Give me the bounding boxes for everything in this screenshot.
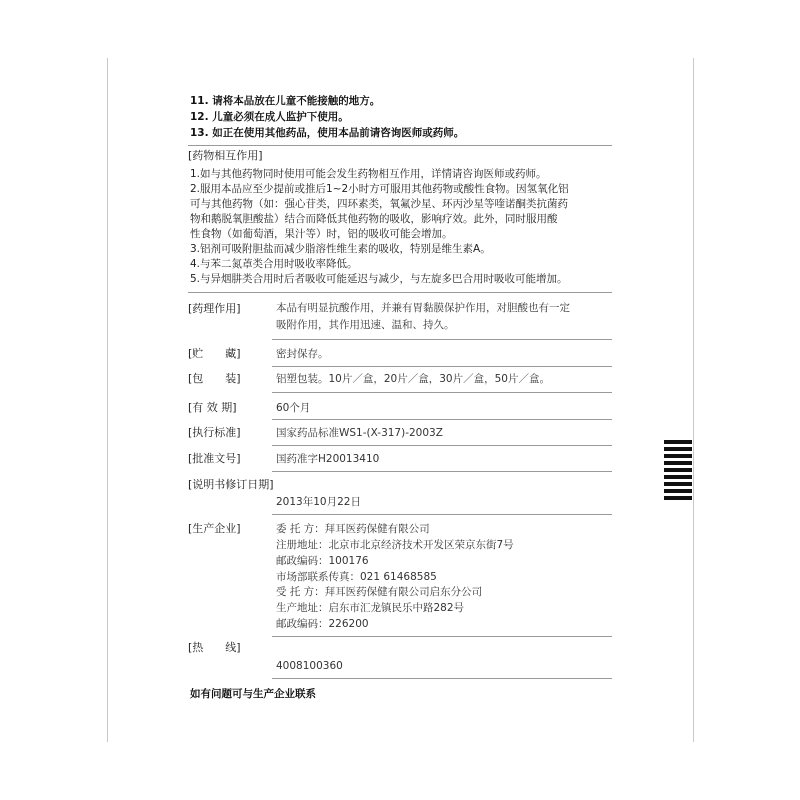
package-label: [包 装] <box>188 372 241 385</box>
divider <box>272 419 612 420</box>
warning-12: 12. 儿童必须在成人监护下使用。 <box>190 111 349 123</box>
hotline-value: 4008100360 <box>276 660 343 672</box>
storage-label: [贮 藏] <box>188 347 241 360</box>
expiry-label: [有 效 期] <box>188 401 237 414</box>
expiry-value: 60个月 <box>276 402 311 414</box>
divider <box>188 145 612 146</box>
manufacturer-line: 生产地址：启东市汇龙镇民乐中路282号 <box>276 602 465 614</box>
interaction-line: 物和鹅脱氧胆酸盐）结合而降低其他药物的吸收，影响疗效。此外，同时服用酸 <box>190 213 558 225</box>
manufacturer-line: 邮政编码：100176 <box>276 555 369 567</box>
standard-value: 国家药品标准WS1-(X-317)-2003Z <box>276 427 443 439</box>
divider <box>272 392 612 393</box>
divider <box>272 514 612 515</box>
manufacturer-line: 委 托 方：拜耳医药保健有限公司 <box>276 523 430 535</box>
footer-note: 如有问题可与生产企业联系 <box>190 688 316 700</box>
interaction-line: 5.与异烟肼类合用时后者吸收可能延迟与减少，与左旋多巴合用时吸收可能增加。 <box>190 273 568 285</box>
divider <box>272 445 612 446</box>
registration-stripes <box>664 440 692 503</box>
pharmacology-label: [药理作用] <box>188 302 241 315</box>
divider <box>272 339 612 340</box>
divider <box>188 292 612 293</box>
manufacturer-line: 邮政编码：226200 <box>276 618 369 630</box>
interactions-heading: [药物相互作用] <box>188 149 263 162</box>
divider <box>272 471 612 472</box>
interaction-line: 3.铝剂可吸附胆盐而减少脂溶性维生素的吸收，特别是维生素A。 <box>190 243 491 255</box>
warning-11: 11. 请将本品放在儿童不能接触的地方。 <box>190 95 381 107</box>
divider <box>272 678 612 679</box>
hotline-label: [热 线] <box>188 641 241 654</box>
pharmacology-text: 本品有明显抗酸作用，并兼有胃黏膜保护作用，对胆酸也有一定 <box>276 302 570 314</box>
approval-label: [批准文号] <box>188 452 241 465</box>
approval-value: 国药准字H20013410 <box>276 453 380 465</box>
interaction-line: 1.如与其他药物同时使用可能会发生药物相互作用，详情请咨询医师或药师。 <box>190 168 547 180</box>
divider <box>272 366 612 367</box>
warning-13: 13. 如正在使用其他药品，使用本品前请咨询医师或药师。 <box>190 127 465 139</box>
interaction-line: 性食物（如葡萄酒，果汁等）时，铝的吸收可能会增加。 <box>190 228 453 240</box>
pharmacology-text: 吸附作用，其作用迅速、温和、持久。 <box>276 319 455 331</box>
package-value: 铝塑包装。10片／盒，20片／盒，30片／盒，50片／盒。 <box>276 373 550 385</box>
revision-label: [说明书修订日期] <box>188 478 274 491</box>
interaction-line: 2.服用本品应至少提前或推后1~2小时方可服用其他药物或酸性食物。因氢氧化铝 <box>190 183 569 195</box>
interaction-line: 可与其他药物（如：强心苷类，四环素类，氧氟沙星、环丙沙星等喹诺酮类抗菌药 <box>190 198 568 210</box>
manufacturer-label: [生产企业] <box>188 522 241 535</box>
manufacturer-line: 注册地址：北京市北京经济技术开发区荣京东街7号 <box>276 539 514 551</box>
revision-value: 2013年10月22日 <box>276 496 361 508</box>
standard-label: [执行标准] <box>188 426 241 439</box>
divider <box>272 636 612 637</box>
interaction-line: 4.与苯二氮䓬类合用时吸收率降低。 <box>190 258 358 270</box>
manufacturer-line: 市场部联系传真：021 61468585 <box>276 571 437 583</box>
storage-value: 密封保存。 <box>276 348 329 360</box>
manufacturer-line: 受 托 方：拜耳医药保健有限公司启东分公司 <box>276 586 483 598</box>
